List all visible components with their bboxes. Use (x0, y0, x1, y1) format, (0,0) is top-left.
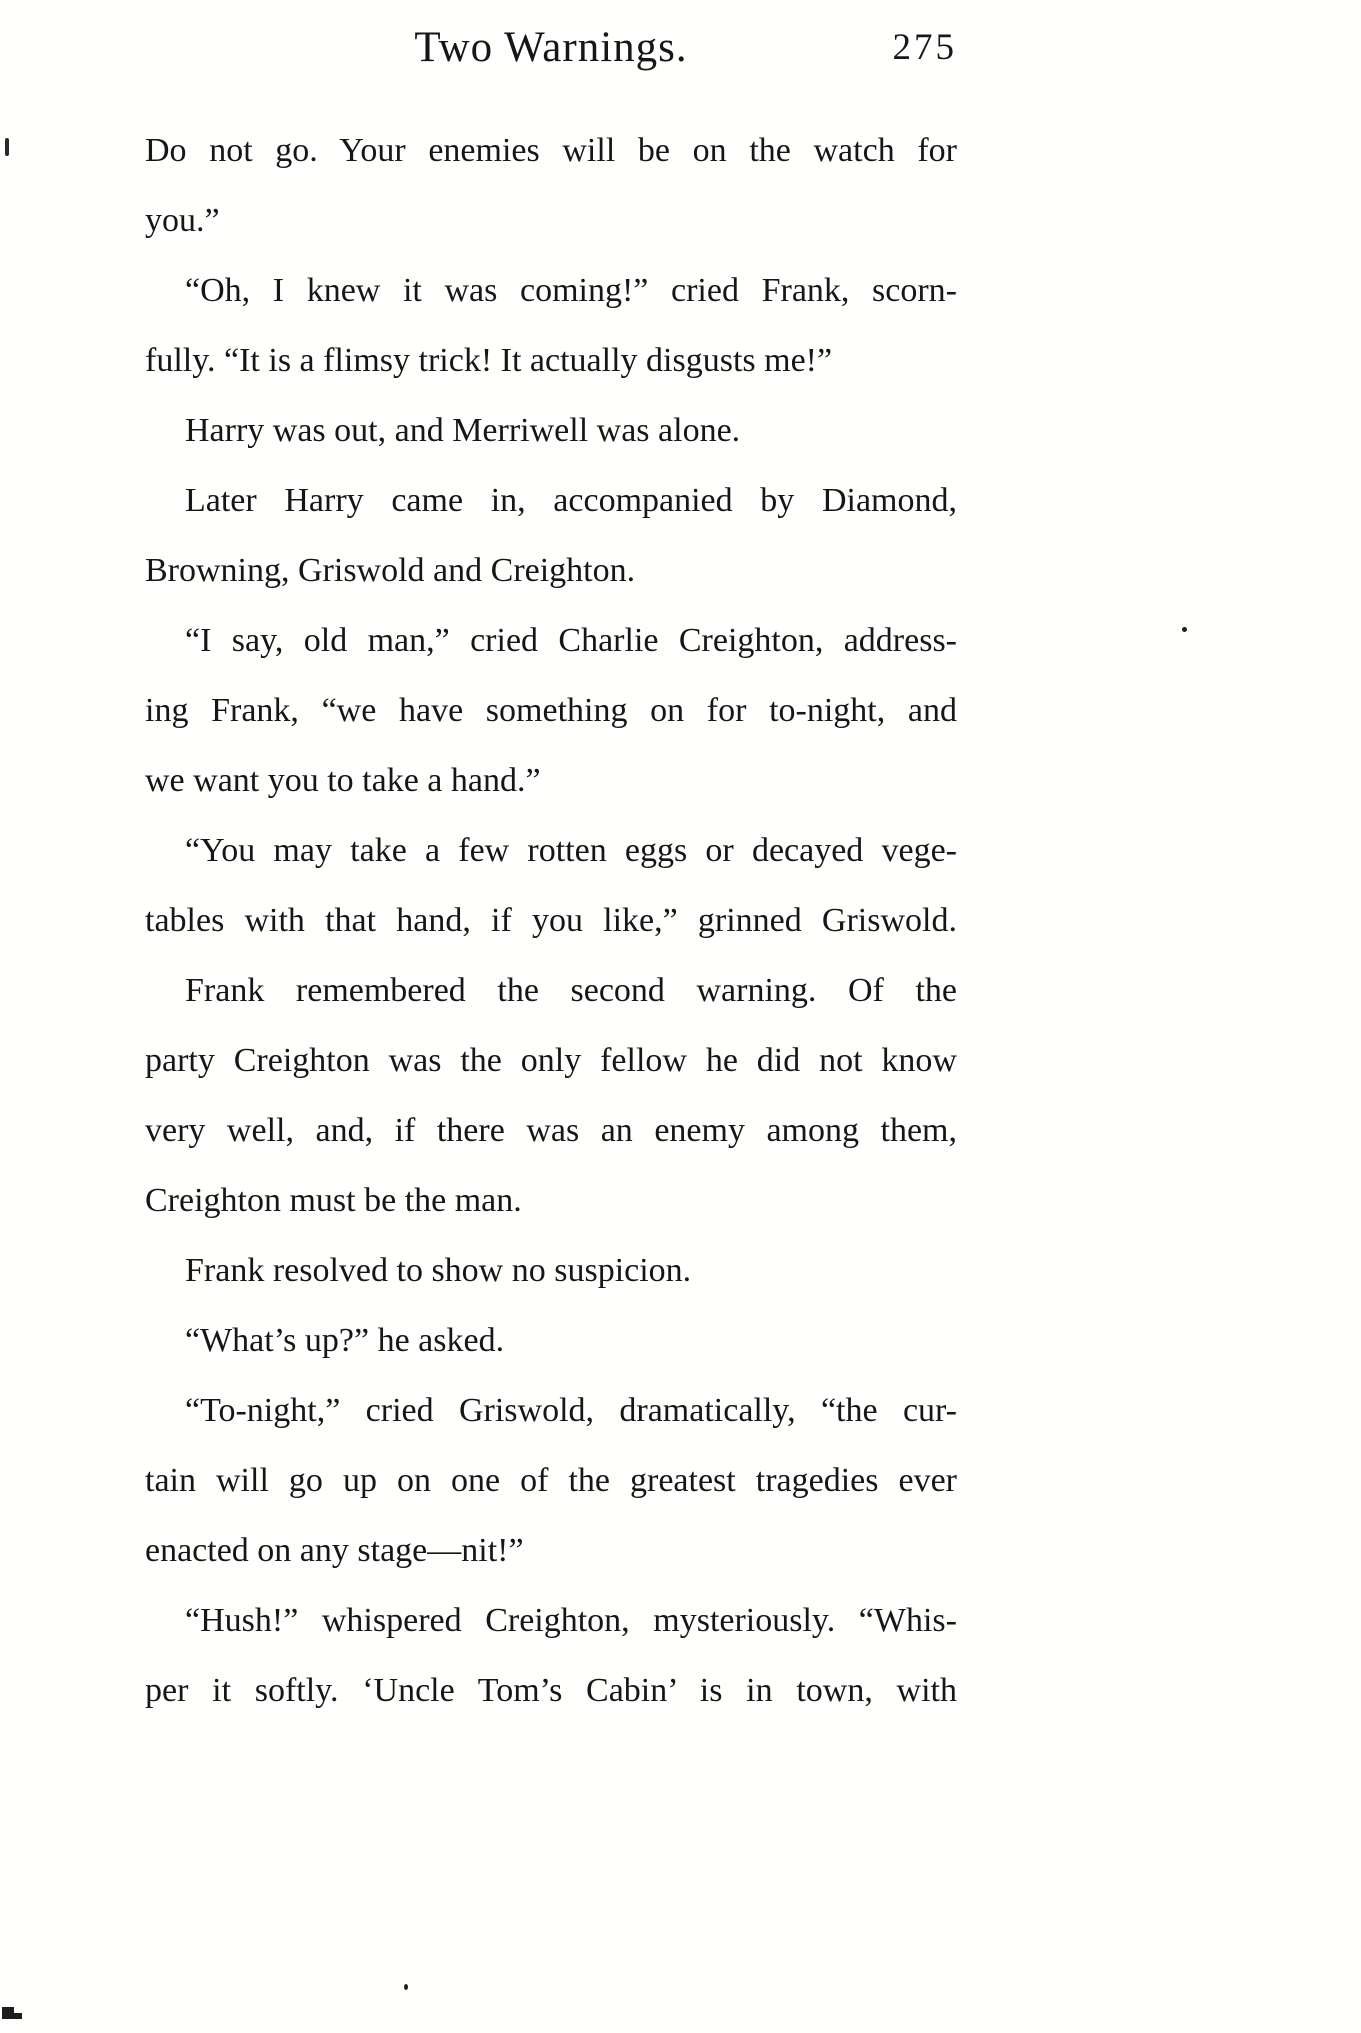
text-block (145, 18, 957, 1726)
scan-artifact (1182, 627, 1187, 632)
text-line: fully. “It is a flimsy trick! It actually disgusts me!” (145, 342, 833, 379)
scan-artifact (12, 2013, 22, 2019)
text-line: “You may take a few rotten eggs or decayed vege- (185, 832, 957, 869)
text-line: Browning, Griswold and Creighton. (145, 552, 636, 589)
text-line: tables with that hand, if you like,” grinned Griswold. (145, 902, 957, 939)
text-line: very well, and, if there was an enemy among them, (145, 1112, 957, 1149)
page-header (145, 18, 957, 102)
text-line: we want you to take a hand.” (145, 762, 541, 799)
text-line: ing Frank, “we have something on for to-night, and (145, 692, 957, 729)
text-line: “What’s up?” he asked. (185, 1322, 505, 1359)
text-line: Creighton must be the man. (145, 1182, 522, 1219)
page-number: 275 (892, 27, 957, 68)
text-line: Harry was out, and Merriwell was alone. (185, 412, 741, 449)
text-line: “I say, old man,” cried Charlie Creighton, address- (185, 622, 957, 659)
text-line: Do not go. Your enemies will be on the watch for (145, 132, 957, 169)
text-line: tain will go up on one of the greatest tragedies ever (145, 1462, 957, 1499)
text-line: “Hush!” whispered Creighton, mysteriously. “Whis- (185, 1602, 957, 1639)
chapter-title: Two Warnings. (414, 24, 688, 71)
text-line: party Creighton was the only fellow he did not know (145, 1042, 957, 1079)
text-line: “To-night,” cried Griswold, dramatically, “the cur- (185, 1392, 957, 1429)
text-line: Frank resolved to show no suspicion. (185, 1252, 692, 1289)
scan-artifact (5, 138, 9, 156)
text-line: you.” (145, 202, 220, 239)
text-line: “Oh, I knew it was coming!” cried Frank, scorn- (185, 272, 957, 309)
scan-artifact (404, 1984, 408, 1990)
text-line: Later Harry came in, accompanied by Diamond, (185, 482, 957, 519)
body-text (145, 116, 957, 1726)
text-line: enacted on any stage—nit!” (145, 1532, 524, 1569)
text-line: Frank remembered the second warning. Of the (185, 972, 957, 1009)
text-line: per it softly. ‘Uncle Tom’s Cabin’ is in town, with (145, 1672, 957, 1709)
